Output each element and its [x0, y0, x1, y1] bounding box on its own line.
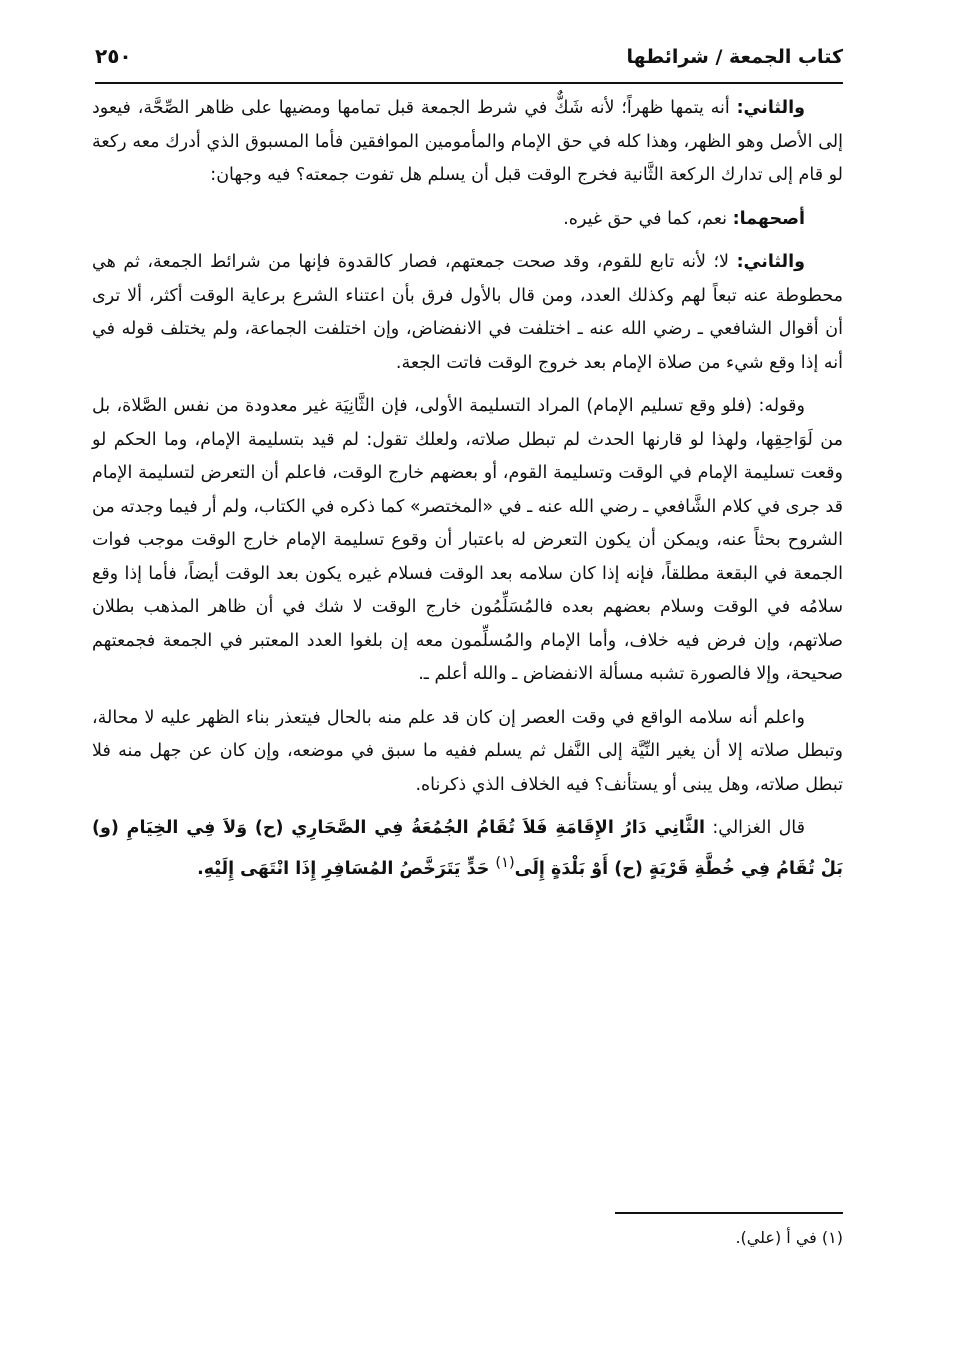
- page-header: [95, 42, 843, 84]
- paragraph: [92, 390, 843, 692]
- paragraph: [92, 246, 843, 380]
- matn-text: الثَّانِي دَارُ الإِقَامَةِ فَلاَ تُقَامُ الجُمُعَةُ فِي الصَّحَارِي (ح) وَلاَ فِي الخِيَامِ (و) بَلْ تُقَامُ فِي خُطَّةِ قَرْيَةٍ (ح) أَوْ بَلْدَةٍ إِلَى: [92, 818, 843, 879]
- footnote-divider: [615, 1212, 843, 1214]
- paragraph: [92, 702, 843, 803]
- paragraph-text: لا؛ لأنه تابع للقوم، وقد صحت جمعتهم، فصار كالقدوة فإنها من شرائط الجمعة، ثم هي محطوطة عنه تبعاً لهم وكذلك العدد، ومن قال بالأول فرق بأن اعتناء الشرع برعاية الوقت أكثر، ألا ترى أن أقوال الشافعي ـ رضي الله عنه ـ اختلفت في الانفضاض، وإن اختلفت الجماعة، ولم يختلف قوله في أنه إذا وقع شيء من صلاة الإمام بعد خروج الوقت فاتت الجعة.: [92, 252, 843, 373]
- body-text: [92, 92, 843, 896]
- paragraph-text: وقوله: (فلو وقع تسليم الإمام) المراد التسليمة الأولى، فإن الثَّانِيَة غير معدودة من نفس الصَّلاة، بل من لَوَاحِقِها، ولهذا لو قارنها الحدث لم تبطل صلاته، ولعلك تقول: لم قيد بتسليمة الإمام، وما الحكم لو وقعت تسليمة الإمام في الوقت وتسليمة القوم، أو بعضهم خارج الوقت، فاعلم أن التعرض لتسليمة الإمام قد جرى في كلام الشَّافعي ـ رضي الله عنه ـ في «المختصر» كما ذكره في الكتاب، ولم أر فيما وجدته من الشروح بحثاً عنه، ويمكن أن يكون التعرض له باعتبار أن وقوع تسليمة الإمام خارج الوقت موجب فوات الجمعة في البقعة مطلقاً، فإنه إذا كان سلامه بعد الوقت فسلام غيره يكون بعد الوقت أيضاً، فأما إذا وقع سلامُه في الوقت وسلام بعضهم بعده فالمُسَلِّمُون خارج الوقت لا شك في أن ظاهر المذهب بطلان صلاتهم، وإن فرض فيه خلاف، وأما الإمام والمُسلِّمون معه إن بلغوا العدد المعتبر في الجمعة فجمعتهم صحيحة، وإلا فالصورة تشبه مسألة الانفضاض ـ والله أعلم ـ.: [92, 396, 843, 684]
- paragraph-lead: أصحهما:: [732, 208, 805, 229]
- paragraph-text: نعم، كما في حق غيره.: [563, 208, 733, 229]
- page-number: ٢٥٠: [95, 44, 132, 68]
- paragraph: [92, 203, 843, 237]
- footnote-reference: (١): [495, 853, 515, 871]
- paragraph-text: واعلم أنه سلامه الواقع في وقت العصر إن كان قد علم منه بالحال فيتعذر بناء الظهر عليه لا محالة، وتبطل صلاته إلا أن يغير النِّيَّة إلى النَّفل ثم يسلم ففيه ما سبق في موضعه، وإن كان عن جهل منه فلا تبطل صلاته، وهل يبنى أو يستأنف؟ فيه الخلاف الذي ذكرناه.: [92, 707, 843, 795]
- paragraph: [92, 92, 843, 193]
- running-title: كتاب الجمعة / شرائطها: [626, 46, 843, 68]
- matn-paragraph: [92, 812, 843, 886]
- matn-text-end: حَدٍّ يَتَرَخَّصُ المُسَافِرِ إِذَا انْتَهَى إِلَيْهِ.: [197, 858, 496, 879]
- footnote-text: في أ (علي).: [735, 1228, 822, 1247]
- paragraph-lead: والثاني:: [736, 98, 805, 118]
- paragraph-lead: والثاني:: [736, 252, 805, 272]
- matn-lead: قال الغزالي:: [705, 818, 805, 838]
- footnote-marker: (١): [821, 1228, 843, 1247]
- footnote: [735, 1228, 843, 1247]
- paragraph-text: أنه يتمها ظهراً؛ لأنه شَكٌّ في شرط الجمعة قبل تمامها ومضيها على ظاهر الصِّحَّة، فيعود إلى الأصل وهو الظهر، وهذا كله في حق الإمام والمأمومين الموافقين فأما المسبوق الذي أدرك معه ركعة لو قام إلى تدارك الركعة الثَّانية فخرج الوقت قبل أن يسلم هل تفوت جمعته؟ فيه وجهان:: [92, 98, 843, 185]
